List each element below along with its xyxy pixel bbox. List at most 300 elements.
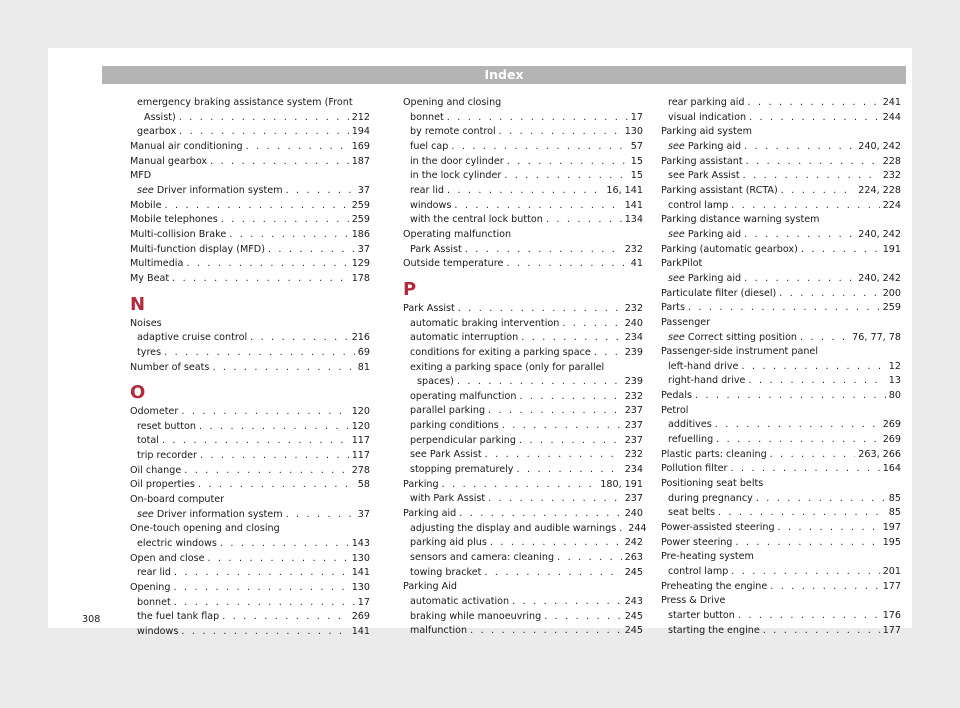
dot-leader [222, 610, 348, 625]
index-page [48, 48, 912, 637]
index-entry-text: Park Assist [403, 302, 455, 314]
index-page-ref: 245 [624, 610, 643, 622]
index-entry-text: Oil properties [130, 479, 195, 491]
index-entry-text: in the door cylinder [410, 155, 504, 167]
index-entry [130, 625, 370, 640]
index-page-ref: 164 [882, 463, 901, 475]
index-entry [403, 140, 643, 155]
index-page-ref: 12 [888, 360, 901, 372]
dot-leader [504, 169, 627, 184]
index-entry [403, 595, 643, 610]
dot-leader [199, 420, 349, 435]
index-page-ref: 240, 242 [858, 140, 901, 152]
dot-leader [286, 184, 355, 199]
dot-leader [730, 462, 879, 477]
index-entry [130, 493, 370, 508]
index-entry-label [668, 140, 741, 155]
index-entry [403, 536, 643, 551]
dot-leader [507, 155, 628, 170]
dot-leader [172, 272, 349, 287]
index-entry-text: seat belts [668, 507, 716, 519]
index-entry-text: automatic braking intervention [410, 317, 560, 329]
index-entry [661, 140, 901, 155]
index-page-ref: 216 [351, 332, 370, 344]
dot-leader [181, 405, 348, 420]
index-page-ref: 232 [624, 449, 643, 461]
dot-leader [200, 449, 349, 464]
dot-leader [546, 213, 622, 228]
index-page-ref: 259 [351, 214, 370, 226]
index-entry-text: Passenger-side instrument panel [661, 346, 818, 358]
dot-leader [594, 346, 622, 361]
dot-leader [246, 140, 349, 155]
dot-leader [174, 596, 355, 611]
index-page-ref: 130 [624, 126, 643, 138]
index-entry-text: Parts [661, 302, 685, 314]
index-entry-text: exiting a parking space (only for parallel [410, 361, 605, 373]
index-entry-text: Mobile telephones [130, 214, 218, 226]
dot-leader [459, 507, 621, 522]
index-entry [130, 508, 370, 523]
dot-leader [506, 257, 627, 272]
index-entry-text: On-board computer [130, 494, 225, 506]
index-entry [130, 361, 370, 376]
index-entry-text: during pregnancy [668, 492, 753, 504]
index-entry [661, 594, 901, 609]
index-entry [661, 448, 901, 463]
index-entry-text: control lamp [668, 566, 729, 577]
index-page-ref: 237 [624, 420, 643, 432]
index-entry-text: trip recorder [137, 450, 198, 462]
see-reference-word: see [668, 228, 685, 240]
index-entry [403, 346, 643, 361]
index-entry [661, 374, 901, 389]
index-entry [661, 301, 901, 316]
index-entry-text: Press & Drive [661, 595, 726, 607]
index-entry-text: Parking aid system [661, 126, 752, 138]
index-entry-text: reset button [137, 420, 196, 432]
dot-leader [770, 448, 856, 463]
index-page-ref: 17 [357, 596, 370, 608]
index-entry-text: braking while manoeuvring [410, 610, 542, 622]
index-page-ref: 117 [351, 450, 370, 462]
index-entry-text: Noises [130, 317, 162, 329]
index-entry [661, 492, 901, 507]
index-page-ref: 241 [882, 97, 901, 108]
index-entry-text: rear lid [137, 567, 171, 579]
index-entry [403, 566, 643, 581]
dot-leader [250, 331, 349, 346]
section-header: Index [102, 66, 906, 84]
index-entry-label [668, 272, 741, 287]
dot-leader [715, 418, 880, 433]
index-page-ref: 37 [357, 184, 370, 196]
index-page-ref: 259 [351, 199, 370, 211]
index-page-ref: 263, 266 [858, 448, 901, 460]
see-reference-word: see [668, 331, 685, 343]
index-entry-text: refuelling [668, 434, 714, 446]
dot-leader [748, 374, 885, 389]
index-entry [403, 125, 643, 140]
index-entry [661, 169, 901, 184]
index-entry [130, 522, 370, 537]
index-entry [130, 257, 370, 272]
index-entry-text: Assist) [144, 111, 176, 123]
index-entry-text: Plastic parts: cleaning [661, 448, 767, 460]
index-page-ref: 269 [351, 611, 370, 623]
index-entry-text: Parking distance warning system [661, 214, 820, 226]
index-entry-text: left-hand drive [668, 360, 739, 372]
index-entry-text: Manual gearbox [130, 155, 208, 167]
index-page-ref: 200 [882, 287, 901, 299]
index-entry [403, 610, 643, 625]
dot-leader [716, 433, 880, 448]
index-page-ref: 178 [351, 272, 370, 284]
index-entry [661, 125, 901, 140]
index-entry-text: sensors and camera: cleaning [410, 552, 555, 564]
index-letter-heading: O [130, 382, 146, 404]
index-entry [130, 478, 370, 493]
index-entry [403, 243, 643, 258]
index-entry-text: electric windows [137, 538, 217, 550]
index-page-ref: 69 [357, 346, 370, 358]
index-page-ref: 269 [882, 419, 901, 431]
index-entry-text: malfunction [410, 625, 468, 637]
index-entry-text: windows [137, 626, 179, 637]
index-entry [403, 478, 643, 493]
dot-leader [162, 434, 349, 449]
index-entry [130, 405, 370, 420]
dot-leader [743, 169, 880, 184]
dot-leader [746, 155, 880, 170]
dot-leader [756, 492, 886, 507]
index-entry [403, 96, 643, 111]
index-entry-text: conditions for exiting a parking space [410, 346, 591, 358]
index-entry [130, 199, 370, 214]
index-entry-text: bonnet [137, 596, 171, 608]
index-page-ref: 232 [624, 243, 643, 255]
index-page-ref: 259 [882, 302, 901, 314]
dot-leader [519, 434, 622, 449]
index-entry-text: Multimedia [130, 258, 184, 270]
index-entry-text: Passenger [661, 316, 711, 328]
dot-leader [179, 125, 349, 140]
dot-leader [562, 317, 621, 332]
index-entry-text: emergency braking assistance system (Front [137, 97, 353, 108]
index-entry-text: parking conditions [410, 420, 499, 432]
index-entry-text: parallel parking [410, 405, 486, 417]
index-entry-text: towing bracket [410, 566, 482, 578]
index-entry [403, 111, 643, 126]
index-entry [661, 521, 901, 536]
index-entry [403, 317, 643, 332]
index-entry [403, 404, 643, 419]
index-entry [661, 477, 901, 492]
index-page-ref: 141 [624, 199, 643, 211]
dot-leader [447, 111, 628, 126]
dot-leader [210, 155, 349, 170]
index-page-ref: 186 [351, 228, 370, 240]
index-entry-text: bonnet [410, 111, 444, 123]
dot-leader [268, 243, 355, 258]
dot-leader [778, 521, 880, 536]
index-entry [403, 155, 643, 170]
index-entry-text: Park Assist [410, 243, 462, 255]
index-page-ref: 17 [630, 111, 643, 123]
index-entry [661, 96, 901, 111]
index-page-ref: 232 [624, 302, 643, 314]
index-page-ref: 57 [630, 140, 643, 152]
index-entry [130, 449, 370, 464]
index-page-ref: 85 [888, 492, 901, 504]
index-page-ref: 194 [351, 126, 370, 138]
dot-leader [212, 361, 354, 376]
index-entry-text: Odometer [130, 406, 179, 418]
index-page-ref: 85 [888, 507, 901, 519]
index-entry-text: with Park Assist [410, 493, 486, 505]
dot-leader [164, 199, 348, 214]
index-page-ref: 239 [624, 376, 643, 388]
index-page-ref: 245 [624, 566, 643, 578]
index-page-ref: 130 [351, 552, 370, 564]
index-entry [661, 462, 901, 477]
dot-leader [744, 228, 855, 243]
index-entry [661, 345, 901, 360]
index-entry-text: Power steering [661, 536, 733, 548]
index-page-ref: 234 [624, 464, 643, 476]
index-entry [130, 228, 370, 243]
index-page-ref: 58 [357, 479, 370, 491]
index-page-ref: 243 [624, 596, 643, 607]
index-entry-text: windows [410, 199, 452, 211]
index-entry [403, 448, 643, 463]
dot-leader [731, 199, 879, 214]
index-entry [661, 506, 901, 521]
index-entry [661, 418, 901, 433]
dot-leader [499, 125, 622, 140]
dot-leader [470, 624, 622, 639]
dot-leader [695, 389, 886, 404]
index-entry-text: additives [668, 419, 712, 431]
index-entry [403, 434, 643, 449]
index-page-ref: 81 [357, 361, 370, 373]
index-entry-text: rear parking aid [668, 97, 745, 108]
dot-leader [181, 625, 348, 640]
index-entry [661, 228, 901, 243]
index-entry [661, 257, 901, 272]
index-entry [130, 610, 370, 625]
index-entry [130, 552, 370, 567]
index-entry [661, 199, 901, 214]
index-entry-text: by remote control [410, 126, 496, 138]
index-page-ref: 269 [882, 434, 901, 446]
index-entry [661, 155, 901, 170]
index-entry-text: spaces) [417, 376, 454, 388]
index-entry [661, 287, 901, 302]
dot-leader [763, 624, 880, 639]
index-entry-text: Parking (automatic gearbox) [661, 243, 798, 255]
index-entry [403, 331, 643, 346]
index-page-ref: 176 [882, 609, 901, 621]
index-page-ref: 134 [624, 214, 643, 226]
dot-leader [442, 478, 598, 493]
index-entry-text: Parking Aid [403, 581, 457, 593]
index-entry-label [137, 508, 283, 523]
index-entry [403, 199, 643, 214]
index-entry [130, 272, 370, 287]
index-page-ref: 201 [882, 566, 901, 577]
index-entry [661, 111, 901, 126]
index-entry [403, 302, 643, 317]
index-entry-text: total [137, 435, 159, 447]
dot-leader [516, 463, 621, 478]
index-entry-text: Pedals [661, 390, 692, 402]
index-entry [403, 522, 647, 537]
index-entry [403, 213, 643, 228]
see-reference-word: see [137, 508, 154, 520]
index-entry-text: automatic activation [410, 596, 510, 607]
dot-leader [544, 610, 622, 625]
index-page-ref: 130 [351, 582, 370, 594]
index-entry-text: Pollution filter [661, 463, 728, 475]
index-entry-label [137, 184, 283, 199]
index-entry-text: stopping prematurely [410, 464, 514, 476]
index-page-ref: 15 [630, 170, 643, 182]
dot-leader [184, 464, 348, 479]
index-entry-text: in the lock cylinder [410, 170, 502, 182]
index-entry [403, 580, 643, 595]
dot-leader [731, 565, 879, 580]
index-page-ref: 41 [630, 258, 643, 270]
dot-leader [174, 566, 349, 581]
index-entry-text: starting the engine [668, 624, 760, 636]
dot-leader [744, 272, 855, 287]
dot-leader [221, 213, 349, 228]
index-page-ref: 195 [882, 536, 901, 548]
index-entry [403, 419, 643, 434]
index-entry-text: Operating malfunction [403, 228, 512, 240]
dot-leader [512, 595, 622, 610]
index-entry [403, 463, 643, 478]
index-entry [661, 609, 901, 624]
index-column-1 [130, 96, 370, 640]
index-entry-text: gearbox [137, 126, 177, 138]
index-letter-heading: N [130, 293, 146, 315]
index-page-ref: 15 [630, 155, 643, 167]
index-entry [403, 257, 643, 272]
index-page-ref: 232 [882, 170, 901, 182]
index-entry-text: Number of seats [130, 361, 210, 373]
index-entry [130, 140, 370, 155]
index-page-ref: 240 [624, 317, 643, 329]
index-page-ref: 197 [882, 522, 901, 534]
index-entry [130, 331, 370, 346]
dot-leader [749, 111, 880, 126]
index-entry [130, 111, 370, 126]
index-entry [661, 272, 901, 287]
index-entry-text: with the central lock button [410, 214, 543, 226]
dot-leader [173, 581, 348, 596]
index-letter-heading: P [403, 278, 417, 300]
index-entry [661, 536, 901, 551]
index-entry-text: Opening and closing [403, 97, 502, 108]
index-entry-text: Pre-heating system [661, 551, 754, 563]
page-number: 308 [82, 614, 101, 625]
dot-leader [800, 331, 849, 346]
index-entry-text: One-touch opening and closing [130, 523, 280, 535]
dot-leader [179, 111, 349, 126]
dot-leader [198, 478, 355, 493]
index-entry-text: Open and close [130, 552, 205, 564]
index-page-ref: 232 [624, 390, 643, 402]
index-page-ref: 237 [624, 405, 643, 417]
dot-leader [748, 96, 880, 111]
index-page-ref: 177 [882, 624, 901, 636]
dot-leader [451, 140, 627, 155]
index-entry-text: see Park Assist [410, 449, 482, 461]
index-entry-text: see Park Assist [668, 170, 740, 182]
index-page-ref: 228 [882, 155, 901, 167]
dot-leader [738, 609, 880, 624]
index-entry [661, 360, 901, 375]
index-entry [661, 433, 901, 448]
dot-leader [164, 346, 355, 361]
dot-leader [286, 508, 355, 523]
index-entry-text: visual indication [668, 111, 747, 123]
index-entry-text: Particulate filter (diesel) [661, 287, 777, 299]
index-entry [130, 155, 370, 170]
index-page-ref: 237 [624, 434, 643, 446]
index-entry [661, 565, 901, 580]
dot-leader [207, 552, 348, 567]
index-page-ref: 129 [351, 258, 370, 270]
dot-leader [488, 492, 622, 507]
index-entry-text: Parking [403, 478, 439, 490]
index-entry [130, 96, 370, 111]
index-entry [661, 213, 901, 228]
index-entry-text: Parking assistant [661, 155, 743, 167]
dot-leader [490, 536, 622, 551]
index-column-3 [661, 96, 901, 638]
index-page-ref: 37 [357, 508, 370, 520]
index-entry [403, 551, 643, 566]
index-entry [130, 420, 370, 435]
index-entry-text: automatic interruption [410, 332, 519, 344]
index-entry-text: Multi-function display (MFD) [130, 243, 265, 255]
index-entry [130, 243, 370, 258]
dot-leader [718, 506, 886, 521]
index-page-ref: 37 [357, 243, 370, 255]
index-column-2 [403, 96, 647, 639]
index-entry [403, 375, 643, 390]
index-entry [661, 404, 901, 419]
index-page-ref: 212 [351, 111, 370, 123]
index-entry-text: adjusting the display and audible warnings [410, 522, 617, 534]
index-page-ref: 244 [628, 522, 647, 534]
index-entry [661, 243, 901, 258]
dot-leader [688, 301, 880, 316]
dot-leader [485, 448, 622, 463]
index-entry-text: control lamp [668, 199, 729, 211]
dot-leader [465, 243, 622, 258]
index-entry [130, 184, 370, 199]
dot-leader [770, 580, 879, 595]
index-page-ref: 143 [351, 538, 370, 550]
dot-leader [735, 536, 879, 551]
dot-leader [457, 375, 622, 390]
index-page-ref: 76, 77, 78 [852, 331, 901, 343]
dot-leader [801, 243, 880, 258]
